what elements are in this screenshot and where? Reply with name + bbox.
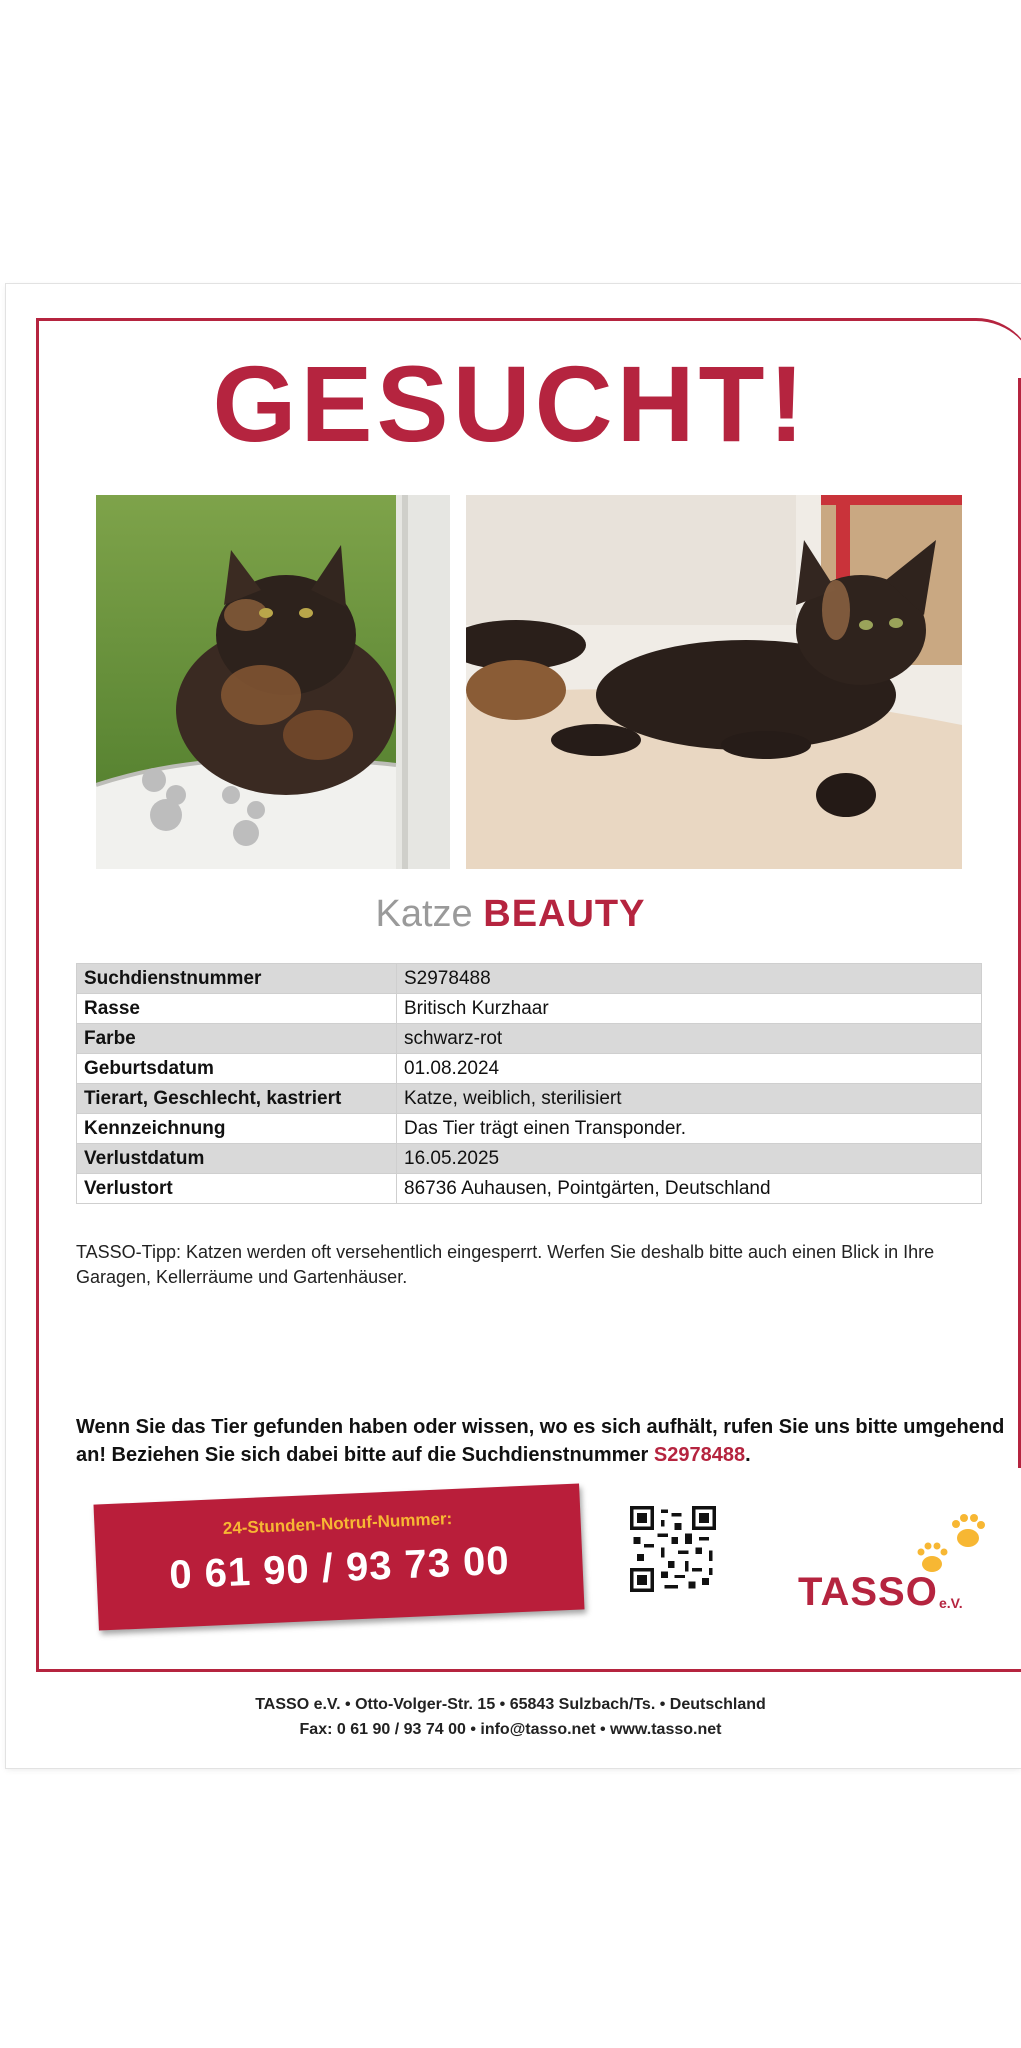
poster-headline: GESUCHT!: [212, 343, 809, 464]
appeal-reference-number: S2978488: [653, 1444, 746, 1466]
hotline-box: [93, 1483, 584, 1630]
detail-value: 86736 Auhausen, Pointgärten, Deutschland: [397, 1174, 982, 1204]
table-row: [77, 1084, 982, 1114]
hotline-label: 24-Stunden-Notruf-Nummer:: [222, 1509, 453, 1539]
detail-label: Verlustdatum: [77, 1144, 397, 1174]
pet-kind: Katze: [375, 893, 473, 935]
detail-label: Rasse: [77, 994, 397, 1024]
tasso-tip: TASSO-Tipp: Katzen werden oft versehentlich eingesperrt. Werfen Sie deshalb bitte auch einen Blick in Ihre Garagen, Kellerräume und Gartenhäuser.: [76, 1242, 935, 1287]
tasso-logo: [798, 1510, 1008, 1620]
detail-value: schwarz-rot: [397, 1024, 982, 1054]
detail-value: Katze, weiblich, sterilisiert: [397, 1084, 982, 1114]
detail-label: Farbe: [77, 1024, 397, 1054]
detail-label: Verlustort: [77, 1174, 397, 1204]
table-row: [77, 1024, 982, 1054]
table-row: [77, 1174, 982, 1204]
table-row: [77, 1144, 982, 1174]
detail-label: Kennzeichnung: [77, 1114, 397, 1144]
detail-value: 16.05.2025: [397, 1144, 982, 1174]
detail-label: Tierart, Geschlecht, kastriert: [77, 1084, 397, 1114]
table-row: [77, 994, 982, 1024]
detail-value: S2978488: [397, 964, 982, 994]
detail-label: Suchdienstnummer: [77, 964, 397, 994]
cat-photo-fur: [466, 495, 962, 869]
contact-appeal: [76, 1413, 1006, 1469]
table-row: [77, 964, 982, 994]
detail-label: Geburtsdatum: [77, 1054, 397, 1084]
footer-contact[interactable]: Fax: 0 61 90 / 93 74 00 • info@tasso.net • www.tasso.net: [299, 1721, 722, 1738]
appeal-end: .: [745, 1444, 751, 1466]
logo-suffix: e.V.: [939, 1595, 963, 1611]
appeal-text: Wenn Sie das Tier gefunden haben oder wissen, wo es sich aufhält, rufen Sie uns bitte umgehend an! Beziehen Sie sich dabei bitte auf die Suchdienstnummer: [76, 1416, 1005, 1466]
detail-value: Das Tier trägt einen Transponder.: [397, 1114, 982, 1144]
pet-name-value: BEAUTY: [483, 893, 646, 935]
footer-address: TASSO e.V. • Otto-Volger-Str. 15 • 65843 Sulzbach/Ts. • Deutschland: [255, 1696, 766, 1713]
pet-details-table: [76, 963, 982, 1204]
table-row: [77, 1114, 982, 1144]
detail-value: 01.08.2024: [397, 1054, 982, 1084]
pet-name: [0, 895, 1021, 933]
logo-wordmark: TASSO: [798, 1570, 938, 1614]
cat-photo-window: [96, 495, 450, 869]
detail-value: Britisch Kurzhaar: [397, 994, 982, 1024]
qr-code-icon[interactable]: [630, 1506, 716, 1592]
hotline-number[interactable]: 0 61 90 / 93 73 00: [168, 1538, 511, 1598]
table-row: [77, 1054, 982, 1084]
